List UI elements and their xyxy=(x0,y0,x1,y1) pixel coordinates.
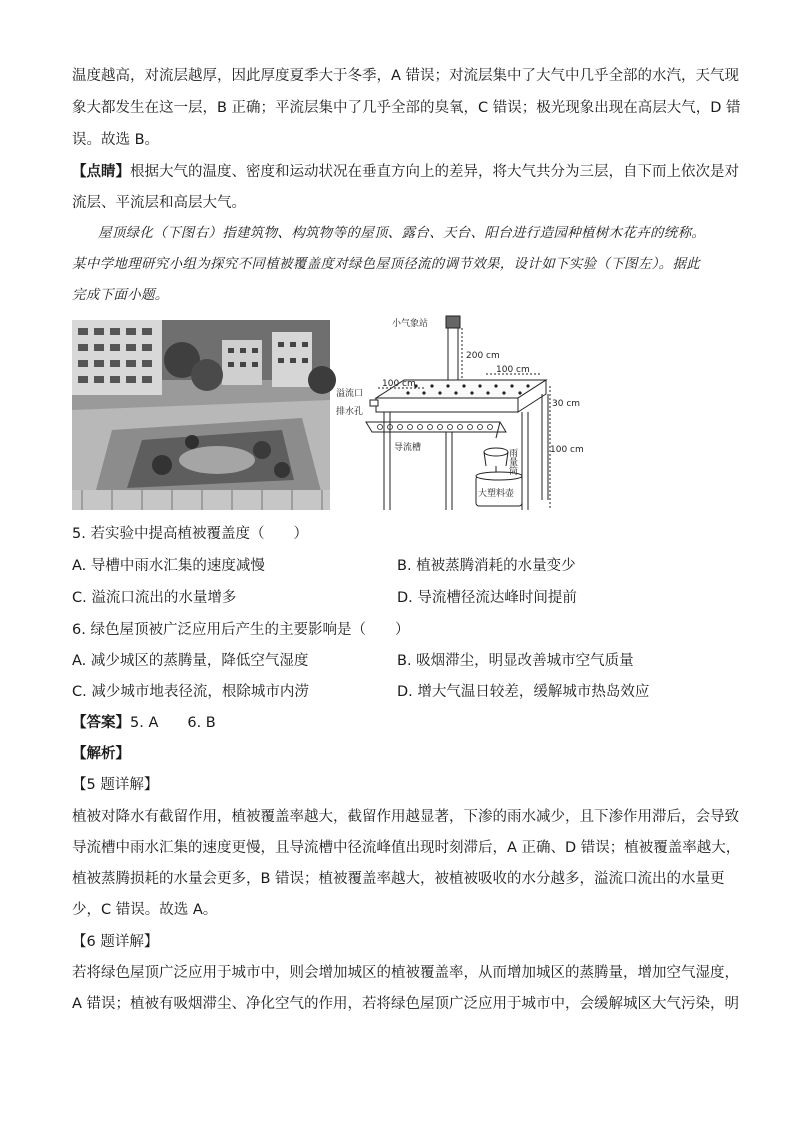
paragraph-line: 温度越高，对流层越厚，因此厚度夏季大于冬季，A 错误；对流层集中了大气中几乎全部的水汽，天气现 xyxy=(72,68,740,84)
paragraph-line: 象大都发生在这一层，B 正确；平流层集中了几乎全部的臭氧，C 错误；极光现象出现在高层大气，D 错 xyxy=(72,100,741,116)
q5-detail-line: 植被蒸腾损耗的水量会更多，B 错误；植被覆盖率越大，被植被吸收的水分越多，溢流口流出的水量更 xyxy=(72,871,725,887)
label-trough: 导流槽 xyxy=(394,443,422,453)
q6-stem: 6. 绿色屋顶被广泛应用后产生的主要影响是（ ） xyxy=(72,622,410,638)
label-bucket: 大塑料壶 xyxy=(478,489,515,499)
q6-option-c: C. 减少城市地表径流，根除城市内涝 xyxy=(72,684,309,700)
answer-line xyxy=(72,713,216,733)
label-200cm: 200 cm xyxy=(466,351,500,361)
material-line: 某中学地理研究小组为探究不同植被覆盖度对绿色屋顶径流的调节效果，设计如下实验（下图左）。据此 xyxy=(72,256,701,272)
dianjing-text: 根据大气的温度、密度和运动状况在垂直方向上的差异，将大气共分为三层，自下而上依次是对 xyxy=(130,164,739,180)
q6-option-d: D. 增大气温日较差，缓解城市热岛效应 xyxy=(397,684,650,700)
q5-detail-line: 植被对降水有截留作用，植被覆盖率越大，截留作用越显著，下渗的雨水减少，且下渗作用滞后，会导致 xyxy=(72,809,739,825)
material-line: 完成下面小题。 xyxy=(72,287,169,303)
q6-detail-line: 若将绿色屋顶广泛应用于城市中，则会增加城区的植被覆盖率，从而增加城区的蒸腾量，增加空气湿度， xyxy=(72,965,739,981)
q5-option-d: D. 导流槽径流达峰时间提前 xyxy=(397,590,577,606)
label-drain: 排水孔 xyxy=(336,407,364,417)
rooftop-garden-photo xyxy=(72,320,330,510)
paragraph-line: 误。故选 B。 xyxy=(72,132,160,148)
q5-detail-line: 导流槽中雨水汇集的速度更慢，且导流槽中径流峰值出现时刻滞后，A 正确、D 错误；植被覆盖率越大， xyxy=(72,840,741,856)
q6-option-a: A. 减少城区的蒸腾量，降低空气湿度 xyxy=(72,653,309,669)
label-overflow: 溢流口 xyxy=(336,389,364,399)
label-100cm-left: 100 cm xyxy=(382,379,416,389)
answer-text: 5. A 6. B xyxy=(130,715,216,731)
dianjing-line-1 xyxy=(72,162,739,182)
label-30cm: 30 cm xyxy=(552,399,581,409)
experiment-diagram xyxy=(336,314,584,514)
label-100cm-height: 100 cm xyxy=(550,445,584,455)
q5-option-a: A. 导槽中雨水汇集的速度减慢 xyxy=(72,558,265,574)
q5-detail-tag: 【5 题详解】 xyxy=(72,777,159,793)
q5-stem: 5. 若实验中提高植被覆盖度（ ） xyxy=(72,526,308,542)
material-line: 屋顶绿化（下图右）指建筑物、构筑物等的屋顶、露台、天台、阳台进行造园种植树木花卉的统称。 xyxy=(98,225,706,241)
label-rain-gauge: 雨量筒 xyxy=(507,448,517,475)
answer-tag: 【答案】 xyxy=(72,715,130,731)
q5-option-c: C. 溢流口流出的水量增多 xyxy=(72,590,237,606)
q5-option-b: B. 植被蒸腾消耗的水量变少 xyxy=(397,558,576,574)
q6-option-b: B. 吸烟滞尘，明显改善城市空气质量 xyxy=(397,653,634,669)
dianjing-line-2: 流层、平流层和高层大气。 xyxy=(72,195,246,211)
label-weather-station: 小气象站 xyxy=(392,319,429,329)
q6-detail-tag: 【6 题详解】 xyxy=(72,934,159,950)
q5-detail-line: 少，C 错误。故选 A。 xyxy=(72,902,218,918)
q6-detail-line: A 错误；植被有吸烟滞尘、净化空气的作用，若将绿色屋顶广泛应用于城市中，会缓解城区大气污染，明 xyxy=(72,996,740,1012)
analysis-tag: 【解析】 xyxy=(72,746,130,762)
label-100cm-right: 100 cm xyxy=(496,365,530,375)
dianjing-tag: 【点睛】 xyxy=(72,164,130,180)
